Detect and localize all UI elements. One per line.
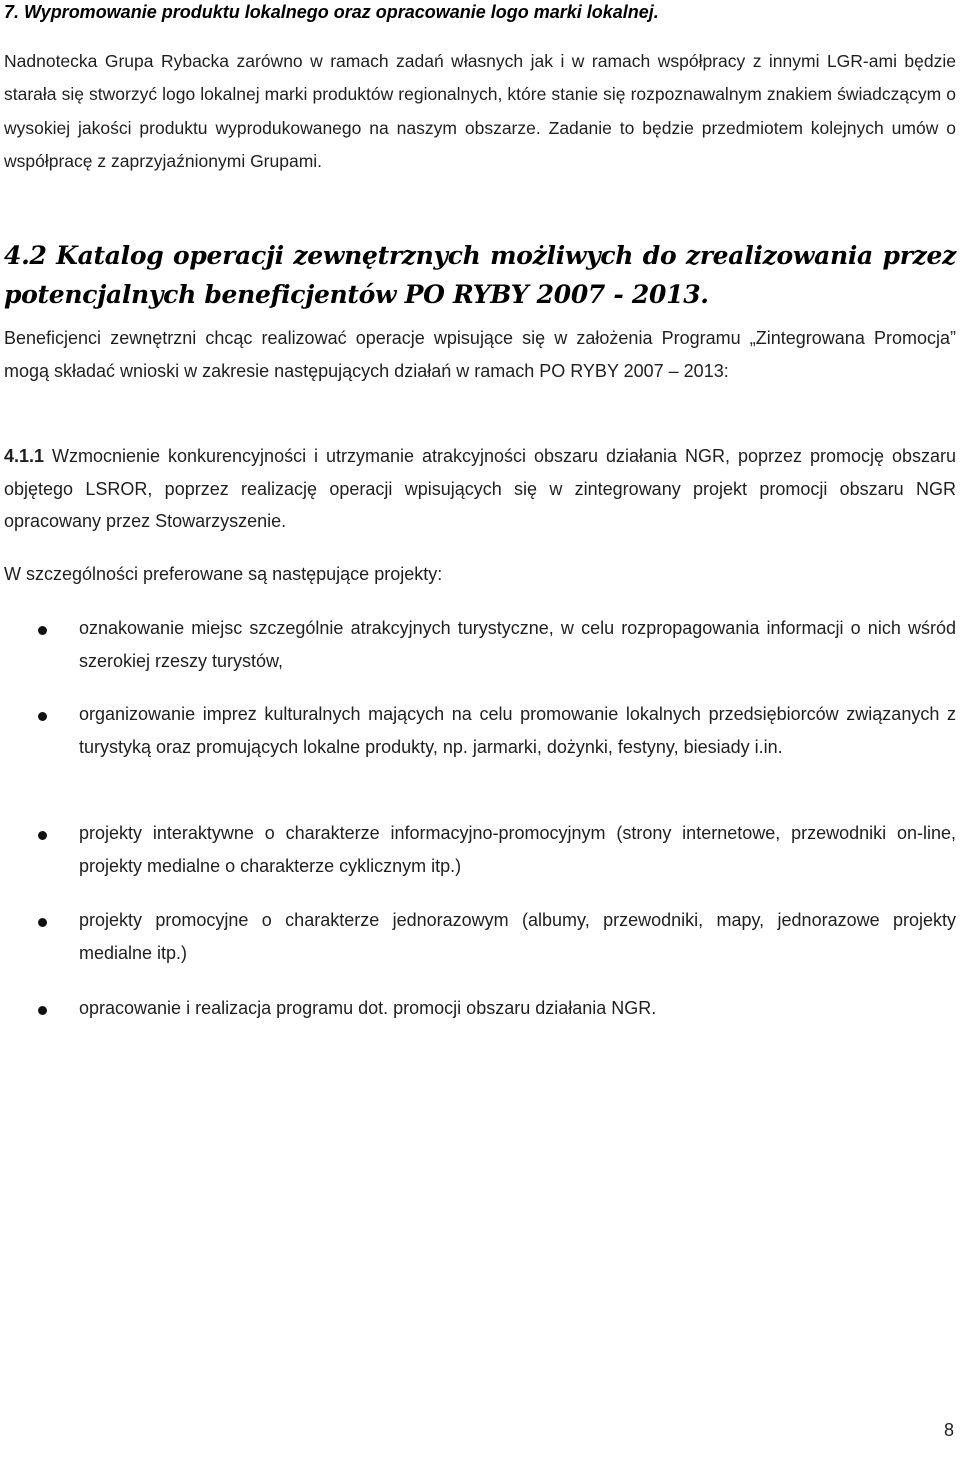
preferred-projects-intro: W szczególności preferowane są następujące projekty: bbox=[4, 564, 443, 584]
bullet-icon bbox=[38, 626, 47, 635]
page-number: 8 bbox=[943, 1420, 954, 1440]
section-7-paragraph: Nadnotecka Grupa Rybacka zarówno w ramach zadań własnych jak i w ramach współpracy z innymi LGR-ami będzie starała się stworzyć logo lokalnej marki produktów regionalnych, które stanie się rozpoznawalnym znakiem świadczącym o wysokiej jakości produktu wyprodukowanego na naszym obszarze. Zadanie to będzie przedmiotem kolejnych umów o współpracę z zaprzyjaźnionymi Grupami. bbox=[4, 51, 956, 172]
section-4-2-heading: 4.2 Katalog operacji zewnętrznych możliwych do zrealizowania przez potencjalnych beneficjentów PO RYBY 2007 - 2013. bbox=[4, 241, 956, 309]
item-4-1-1-text: Wzmocnienie konkurencyjności i utrzymanie atrakcyjności obszaru działania NGR, poprzez promocję obszaru objętego LSROR, poprzez realizację operacji wpisujących się w zintegrowany projekt promocji obszaru NGR opracowany przez Stowarzyszenie. bbox=[4, 446, 956, 531]
bullet-icon bbox=[38, 1006, 47, 1015]
list-item-text: oznakowanie miejsc szczególnie atrakcyjnych turystyczne, w celu rozpropagowania informacji o nich wśród szerokiej rzeszy turystów, bbox=[79, 618, 956, 671]
list-item-text: projekty interaktywne o charakterze informacyjno-promocyjnym (strony internetowe, przewodniki on-line, projekty medialne o charakterze cyklicznym itp.) bbox=[79, 823, 956, 876]
bullet-icon bbox=[38, 712, 47, 721]
section-7-title: 7. Wypromowanie produktu lokalnego oraz opracowanie logo marki lokalnej. bbox=[4, 2, 659, 22]
section-4-2-intro: Beneficjenci zewnętrzni chcąc realizować operacje wpisujące się w założenia Programu „Zintegrowana Promocja” mogą składać wnioski w zakresie następujących działań w ramach PO RYBY 2007 – 2013: bbox=[4, 328, 956, 381]
list-item-text: opracowanie i realizacja programu dot. promocji obszaru działania NGR. bbox=[79, 998, 657, 1018]
bullet-icon bbox=[38, 831, 47, 840]
bullet-icon bbox=[38, 918, 47, 927]
list-item-text: projekty promocyjne o charakterze jednorazowym (albumy, przewodniki, mapy, jednorazowe projekty medialne itp.) bbox=[79, 910, 956, 963]
list-item-text: organizowanie imprez kulturalnych mających na celu promowanie lokalnych przedsiębiorców związanych z turystyką oraz promujących lokalne produkty, np. jarmarki, dożynki, festyny, biesiady i.in. bbox=[79, 704, 956, 757]
item-4-1-1-number: 4.1.1 bbox=[4, 446, 45, 466]
item-4-1-1-paragraph bbox=[4, 440, 956, 538]
